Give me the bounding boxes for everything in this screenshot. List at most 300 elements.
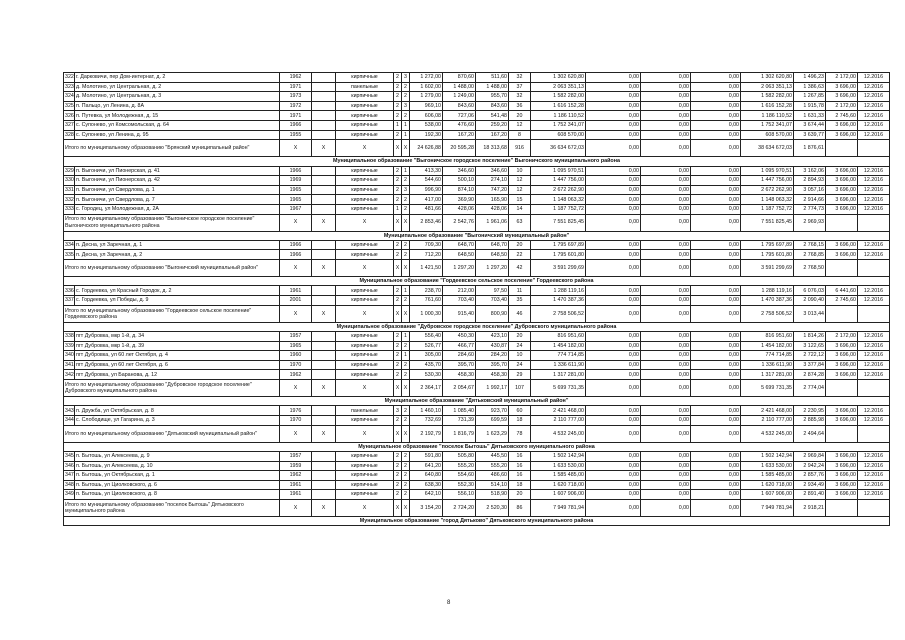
table-cell: 2 364,17 xyxy=(410,379,443,396)
table-cell: 2 063 351,13 xyxy=(531,82,586,92)
table-cell: 10 xyxy=(509,351,531,361)
table-cell: 0,00 xyxy=(691,332,741,342)
table-cell: 2 853,46 xyxy=(410,214,443,231)
table-cell xyxy=(312,451,336,461)
table-cell: 0,00 xyxy=(691,286,741,296)
table-row xyxy=(64,296,890,306)
table-cell: 1966 xyxy=(280,240,312,250)
table-cell: 20 xyxy=(509,332,531,342)
table-cell: X xyxy=(394,140,402,157)
table-cell: 2 xyxy=(402,250,410,260)
table-cell: 0,00 xyxy=(641,240,691,250)
table-cell: 0,00 xyxy=(586,240,641,250)
table-cell: 3 162,06 xyxy=(794,166,826,176)
table-cell: 1 317 281,00 xyxy=(531,370,586,380)
address-cell: с. Супонево, ул Комсомольская, д. 64 xyxy=(75,120,280,130)
table-cell: 12.2016 xyxy=(858,360,890,370)
table-cell: 14 xyxy=(509,204,531,214)
table-cell: 0,00 xyxy=(691,406,741,416)
table-cell: 1 447 756,00 xyxy=(741,176,794,186)
table-cell: кирпичные xyxy=(336,471,394,481)
table-cell: 12.2016 xyxy=(858,130,890,140)
table-cell: 703,40 xyxy=(443,296,476,306)
table-cell: кирпичные xyxy=(336,341,394,351)
table-cell: 212,00 xyxy=(443,286,476,296)
table-cell: 486,60 xyxy=(476,471,509,481)
table-cell: 349 xyxy=(65,491,74,498)
table-cell: 324 xyxy=(65,93,74,100)
table-cell: 2 xyxy=(394,92,402,102)
table-cell: 0,00 xyxy=(586,185,641,195)
table-cell: 2 885,98 xyxy=(794,415,826,425)
table-cell: 552,30 xyxy=(443,480,476,490)
table-cell: 37 xyxy=(509,82,531,92)
table-cell: 2 xyxy=(402,176,410,186)
table-cell: 747,20 xyxy=(476,185,509,195)
table-cell xyxy=(826,140,858,157)
table-cell: 12 xyxy=(509,120,531,130)
table-row xyxy=(64,92,890,102)
table-cell: 2 xyxy=(394,341,402,351)
table-cell: 12.2016 xyxy=(858,451,890,461)
table-cell xyxy=(312,82,336,92)
address-cell: пгт Дубровка, ул 60 лет Октября, д. 6 xyxy=(75,360,280,370)
table-cell: 337 xyxy=(65,297,74,304)
table-cell: 192,30 xyxy=(410,130,443,140)
table-cell: 335 xyxy=(65,251,74,258)
table-cell: 326 xyxy=(65,112,74,119)
table-cell: 20 xyxy=(509,490,531,500)
table-cell: 514,10 xyxy=(476,480,509,490)
table-cell: 0,00 xyxy=(691,120,741,130)
table-cell: 238,70 xyxy=(410,286,443,296)
table-cell: кирпичные xyxy=(336,480,394,490)
table-cell: 4 532 245,00 xyxy=(531,425,586,442)
table-cell: 0,00 xyxy=(586,260,641,277)
table-cell: 0,00 xyxy=(586,471,641,481)
table-cell: 12.2016 xyxy=(858,415,890,425)
table-cell: 554,60 xyxy=(443,471,476,481)
table-cell: 1957 xyxy=(280,332,312,342)
table-cell: X xyxy=(336,260,394,277)
table-cell: X xyxy=(336,305,394,322)
table-cell xyxy=(826,214,858,231)
table-cell: 165,90 xyxy=(476,195,509,205)
table-cell: 3 696,00 xyxy=(826,92,858,102)
table-cell: 0,00 xyxy=(641,351,691,361)
table-row xyxy=(64,111,890,121)
table-cell: 727,06 xyxy=(443,111,476,121)
table-cell: 0,00 xyxy=(586,480,641,490)
table-cell: 526,77 xyxy=(410,341,443,351)
table-cell xyxy=(312,471,336,481)
table-cell: 24 626,88 xyxy=(410,140,443,157)
table-cell: 0,00 xyxy=(586,73,641,83)
table-row xyxy=(64,332,890,342)
table-cell: панельные xyxy=(336,406,394,416)
table-cell: 7 551 825,45 xyxy=(531,214,586,231)
table-cell: 3 674,44 xyxy=(794,120,826,130)
table-cell: 0,00 xyxy=(641,471,691,481)
table-cell: кирпичные xyxy=(336,185,394,195)
table-cell: X xyxy=(312,305,336,322)
table-cell: 1959 xyxy=(280,461,312,471)
table-cell: 3 xyxy=(402,101,410,111)
table-row xyxy=(64,82,890,92)
table-cell: 2 722,12 xyxy=(794,351,826,361)
table-cell: 0,00 xyxy=(641,166,691,176)
table-cell: 2 xyxy=(402,82,410,92)
table-cell: 1 095 970,51 xyxy=(531,166,586,176)
table-cell: кирпичные xyxy=(336,415,394,425)
table-cell: 3 639,77 xyxy=(794,130,826,140)
table-cell: 0,00 xyxy=(641,250,691,260)
table-cell: кирпичные xyxy=(336,166,394,176)
table-cell: 0,00 xyxy=(691,111,741,121)
table-cell: 2 xyxy=(394,166,402,176)
table-cell: 2 672 262,90 xyxy=(531,185,586,195)
table-cell: 0,00 xyxy=(691,250,741,260)
table-cell: 2 768,50 xyxy=(794,260,826,277)
table-cell: 3 696,00 xyxy=(826,415,858,425)
table-cell xyxy=(312,332,336,342)
address-cell: п. Выгоничи, ул Пионерская, д. 42 xyxy=(75,176,280,186)
table-cell: 1 xyxy=(402,332,410,342)
table-cell: 1970 xyxy=(280,360,312,370)
table-cell: 430,87 xyxy=(476,341,509,351)
table-cell: 38 634 672,03 xyxy=(741,140,794,157)
address-cell: пгт Дубровка, мкр 1-й, д. 39 xyxy=(75,341,280,351)
table-cell xyxy=(858,140,890,157)
table-cell: 1 470 387,36 xyxy=(531,296,586,306)
table-cell: 2 xyxy=(394,176,402,186)
table-cell: 0,00 xyxy=(586,296,641,306)
table-cell: кирпичные xyxy=(336,120,394,130)
table-cell: 591,80 xyxy=(410,451,443,461)
table-cell: 3 154,20 xyxy=(410,499,443,516)
table-cell: 0,00 xyxy=(641,214,691,231)
table-cell: 1 631,33 xyxy=(794,111,826,121)
table-cell: 1 095 970,51 xyxy=(741,166,794,176)
table-cell: 0,00 xyxy=(691,461,741,471)
table-cell: 1970 xyxy=(280,415,312,425)
table-cell: 2 xyxy=(394,351,402,361)
table-row xyxy=(64,204,890,214)
table-cell xyxy=(858,379,890,396)
table-cell: X xyxy=(336,425,394,442)
table-cell: 1965 xyxy=(280,341,312,351)
table-cell: 0,00 xyxy=(641,305,691,322)
address-cell: п. Выгоничи, ул Пионерская, д. 41 xyxy=(75,166,280,176)
table-cell: 1961 xyxy=(280,480,312,490)
table-cell: 346,60 xyxy=(476,166,509,176)
table-cell: 60 xyxy=(509,406,531,416)
table-cell: 305,00 xyxy=(410,351,443,361)
table-cell: 334 xyxy=(65,242,74,249)
table-cell: 0,00 xyxy=(641,490,691,500)
table-cell: 1 992,17 xyxy=(476,379,509,396)
table-cell: 1966 xyxy=(280,250,312,260)
table-cell: 2 xyxy=(402,490,410,500)
table-cell: 32 xyxy=(509,92,531,102)
table-row xyxy=(64,451,890,461)
table-cell: 556,10 xyxy=(443,490,476,500)
table-cell: 1 249,00 xyxy=(443,92,476,102)
table-cell: 2 724,20 xyxy=(443,499,476,516)
table-cell: 2 xyxy=(402,296,410,306)
table-cell: 0,00 xyxy=(586,101,641,111)
table-cell: 5 699 731,35 xyxy=(741,379,794,396)
table-cell: 0,00 xyxy=(586,111,641,121)
table-row xyxy=(64,360,890,370)
table-cell: кирпичные xyxy=(336,296,394,306)
table-cell: 0,00 xyxy=(691,204,741,214)
table-cell: 12.2016 xyxy=(858,73,890,83)
table-cell: 12.2016 xyxy=(858,461,890,471)
table-cell: 2 230,95 xyxy=(794,406,826,416)
table-cell: 0,00 xyxy=(691,296,741,306)
table-cell xyxy=(312,351,336,361)
table-cell: 2 918,21 xyxy=(794,499,826,516)
table-cell: 12.2016 xyxy=(858,351,890,361)
table-cell: 35 xyxy=(509,296,531,306)
table-cell: 2 494,64 xyxy=(794,425,826,442)
table-cell: 36 634 672,03 xyxy=(531,140,586,157)
table-cell: 0,00 xyxy=(641,332,691,342)
table-cell: кирпичные xyxy=(336,490,394,500)
table-cell xyxy=(312,130,336,140)
table-cell: 3 696,00 xyxy=(826,250,858,260)
table-cell: 2 672 262,90 xyxy=(741,185,794,195)
table-cell: 3 057,16 xyxy=(794,185,826,195)
address-cell: пгт Дубровка, ул Баранова, д. 12 xyxy=(75,370,280,380)
section-header-row xyxy=(64,517,890,526)
table-cell: 1 623,29 xyxy=(476,425,509,442)
table-cell: 12.2016 xyxy=(858,490,890,500)
table-cell: 1 470 387,36 xyxy=(741,296,794,306)
subtotal-row xyxy=(64,499,890,516)
table-cell: 1962 xyxy=(280,73,312,83)
table-cell: 2 xyxy=(394,111,402,121)
table-cell: 0,00 xyxy=(641,461,691,471)
table-cell xyxy=(312,240,336,250)
table-cell xyxy=(312,195,336,205)
table-cell: 915,40 xyxy=(443,305,476,322)
table-cell: 1 582 282,00 xyxy=(741,92,794,102)
table-cell: 2 745,60 xyxy=(826,111,858,121)
table-cell: 2 894,93 xyxy=(794,176,826,186)
table-cell: 511,60 xyxy=(476,73,509,83)
table-cell: 2 xyxy=(394,130,402,140)
table-cell: 1 633 530,00 xyxy=(531,461,586,471)
table-cell: 1 607 906,00 xyxy=(741,490,794,500)
table-cell: 12 xyxy=(509,176,531,186)
subtotal-label: Итого по муниципальному образованию "Дубровское городское поселение" Дубровского муниципального района xyxy=(64,379,280,396)
table-cell xyxy=(826,379,858,396)
table-cell: 167,20 xyxy=(476,130,509,140)
table-cell: 2 xyxy=(402,92,410,102)
table-cell: 3 696,00 xyxy=(826,82,858,92)
table-cell: 0,00 xyxy=(641,73,691,83)
table-cell: 0,00 xyxy=(641,286,691,296)
table-cell: 1 876,61 xyxy=(794,140,826,157)
table-cell: 1972 xyxy=(280,101,312,111)
table-cell: кирпичные xyxy=(336,176,394,186)
table-cell: 259,20 xyxy=(476,120,509,130)
table-cell: X xyxy=(280,425,312,442)
table-cell: 29 xyxy=(509,370,531,380)
table-cell: X xyxy=(312,379,336,396)
table-cell: 12.2016 xyxy=(858,406,890,416)
table-row xyxy=(64,120,890,130)
table-cell: 0,00 xyxy=(641,176,691,186)
address-cell: п. Выгоничи, ул Свердлова, д. 1 xyxy=(75,185,280,195)
table-cell: 2 xyxy=(394,73,402,83)
table-cell: 2 063 351,13 xyxy=(741,82,794,92)
table-cell: 0,00 xyxy=(641,415,691,425)
table-cell: 342 xyxy=(65,371,74,378)
table-cell: 816 951,60 xyxy=(741,332,794,342)
table-cell: 413,30 xyxy=(410,166,443,176)
table-cell: 0,00 xyxy=(691,305,741,322)
subtotal-label: Итого по муниципальному образованию "Выгоничский муниципальный район" xyxy=(64,260,280,277)
table-cell: 12.2016 xyxy=(858,111,890,121)
table-cell: 0,00 xyxy=(641,111,691,121)
table-cell: 2 xyxy=(402,195,410,205)
table-cell: X xyxy=(280,499,312,516)
table-cell: 2 110 777,00 xyxy=(531,415,586,425)
table-cell: 2 xyxy=(394,471,402,481)
subtotal-label: Итого по муниципальному образованию "Дятьковский муниципальный район" xyxy=(64,425,280,442)
table-cell: X xyxy=(402,499,410,516)
table-cell: 1 616 152,28 xyxy=(741,101,794,111)
table-cell: 518,90 xyxy=(476,490,509,500)
table-cell: X xyxy=(312,214,336,231)
table-cell: 6 076,03 xyxy=(794,286,826,296)
table-cell: 428,06 xyxy=(443,204,476,214)
table-cell: кирпичные xyxy=(336,360,394,370)
table-cell: 870,60 xyxy=(443,73,476,83)
table-cell: 3 696,00 xyxy=(826,185,858,195)
table-cell: 5 699 731,35 xyxy=(531,379,586,396)
table-cell: кирпичные xyxy=(336,370,394,380)
table-cell: 3 696,00 xyxy=(826,166,858,176)
table-cell: 2 172,00 xyxy=(826,101,858,111)
table-cell: 167,20 xyxy=(443,130,476,140)
table-cell: 336 xyxy=(65,287,74,294)
table-cell: 0,00 xyxy=(691,360,741,370)
table-cell: 63 xyxy=(509,214,531,231)
table-cell: 1 288 119,16 xyxy=(531,286,586,296)
table-cell: 640,80 xyxy=(410,471,443,481)
table-cell: X xyxy=(336,140,394,157)
table-cell: 0,00 xyxy=(691,195,741,205)
table-cell: 0,00 xyxy=(586,195,641,205)
table-cell: X xyxy=(402,379,410,396)
table-cell: 1966 xyxy=(280,166,312,176)
table-cell: 329 xyxy=(65,167,74,174)
table-cell: 2 774,73 xyxy=(794,204,826,214)
table-cell xyxy=(826,425,858,442)
table-cell: 1 752 341,07 xyxy=(741,120,794,130)
table-cell: X xyxy=(280,214,312,231)
table-cell: 1961 xyxy=(280,490,312,500)
table-cell: 703,40 xyxy=(476,296,509,306)
table-cell: X xyxy=(312,140,336,157)
table-cell: 3 122,65 xyxy=(794,341,826,351)
table-cell: 3 591 299,69 xyxy=(741,260,794,277)
table-cell: 46 xyxy=(509,305,531,322)
table-cell: 2 xyxy=(402,111,410,121)
table-row xyxy=(64,195,890,205)
table-cell: 12.2016 xyxy=(858,92,890,102)
table-cell: 0,00 xyxy=(691,130,741,140)
table-cell: 608 570,00 xyxy=(531,130,586,140)
table-cell: 2 421 468,00 xyxy=(741,406,794,416)
table-cell: 107 xyxy=(509,379,531,396)
table-row xyxy=(64,130,890,140)
table-row xyxy=(64,166,890,176)
table-cell: 346,60 xyxy=(443,166,476,176)
table-cell: 340 xyxy=(65,352,74,359)
table-cell: кирпичные xyxy=(336,92,394,102)
housing-register-table xyxy=(63,72,890,526)
table-cell: 2 969,93 xyxy=(794,214,826,231)
table-cell: 3 696,00 xyxy=(826,204,858,214)
table-cell: 0,00 xyxy=(641,82,691,92)
table-cell: X xyxy=(394,425,402,442)
table-cell: 1 460,10 xyxy=(410,406,443,416)
table-cell: 2 891,40 xyxy=(794,490,826,500)
table-cell: 1 582 282,00 xyxy=(531,92,586,102)
table-cell: 325 xyxy=(65,102,74,109)
table-cell: 3 696,00 xyxy=(826,120,858,130)
table-row xyxy=(64,286,890,296)
table-cell: 1965 xyxy=(280,195,312,205)
page-number: 8 xyxy=(447,600,451,606)
table-cell: X xyxy=(280,140,312,157)
table-cell xyxy=(312,461,336,471)
table-cell xyxy=(312,92,336,102)
table-cell: 2 934,49 xyxy=(794,480,826,490)
table-cell: 417,00 xyxy=(410,195,443,205)
table-cell: 0,00 xyxy=(586,286,641,296)
table-cell: 12.2016 xyxy=(858,370,890,380)
table-cell: 0,00 xyxy=(586,130,641,140)
table-cell: 1 488,00 xyxy=(476,82,509,92)
table-cell: 638,30 xyxy=(410,480,443,490)
table-cell: 0,00 xyxy=(586,204,641,214)
table-cell: 648,70 xyxy=(443,240,476,250)
table-cell: 12.2016 xyxy=(858,176,890,186)
address-cell: с. Гордеевка, ул Красный Городок, д. 2 xyxy=(75,286,280,296)
table-cell: кирпичные xyxy=(336,240,394,250)
table-cell: 1 607 906,00 xyxy=(531,490,586,500)
table-cell: 0,00 xyxy=(641,101,691,111)
table-cell: 1 187 752,72 xyxy=(531,204,586,214)
address-cell: п. Пальцо, ул Ленина, д. 8А xyxy=(75,101,280,111)
table-cell: 1 795 697,89 xyxy=(531,240,586,250)
table-cell: 1 502 142,94 xyxy=(741,451,794,461)
table-cell: 327 xyxy=(65,122,74,129)
table-cell: 1 302 620,80 xyxy=(741,73,794,83)
table-cell: 348 xyxy=(65,481,74,488)
table-cell: 0,00 xyxy=(691,351,741,361)
table-cell: 338 xyxy=(65,333,74,340)
table-row xyxy=(64,490,890,500)
address-cell: пгт Дубровка, ул 60 лет Октября, д. 4 xyxy=(75,351,280,361)
section-header-row xyxy=(64,277,890,286)
